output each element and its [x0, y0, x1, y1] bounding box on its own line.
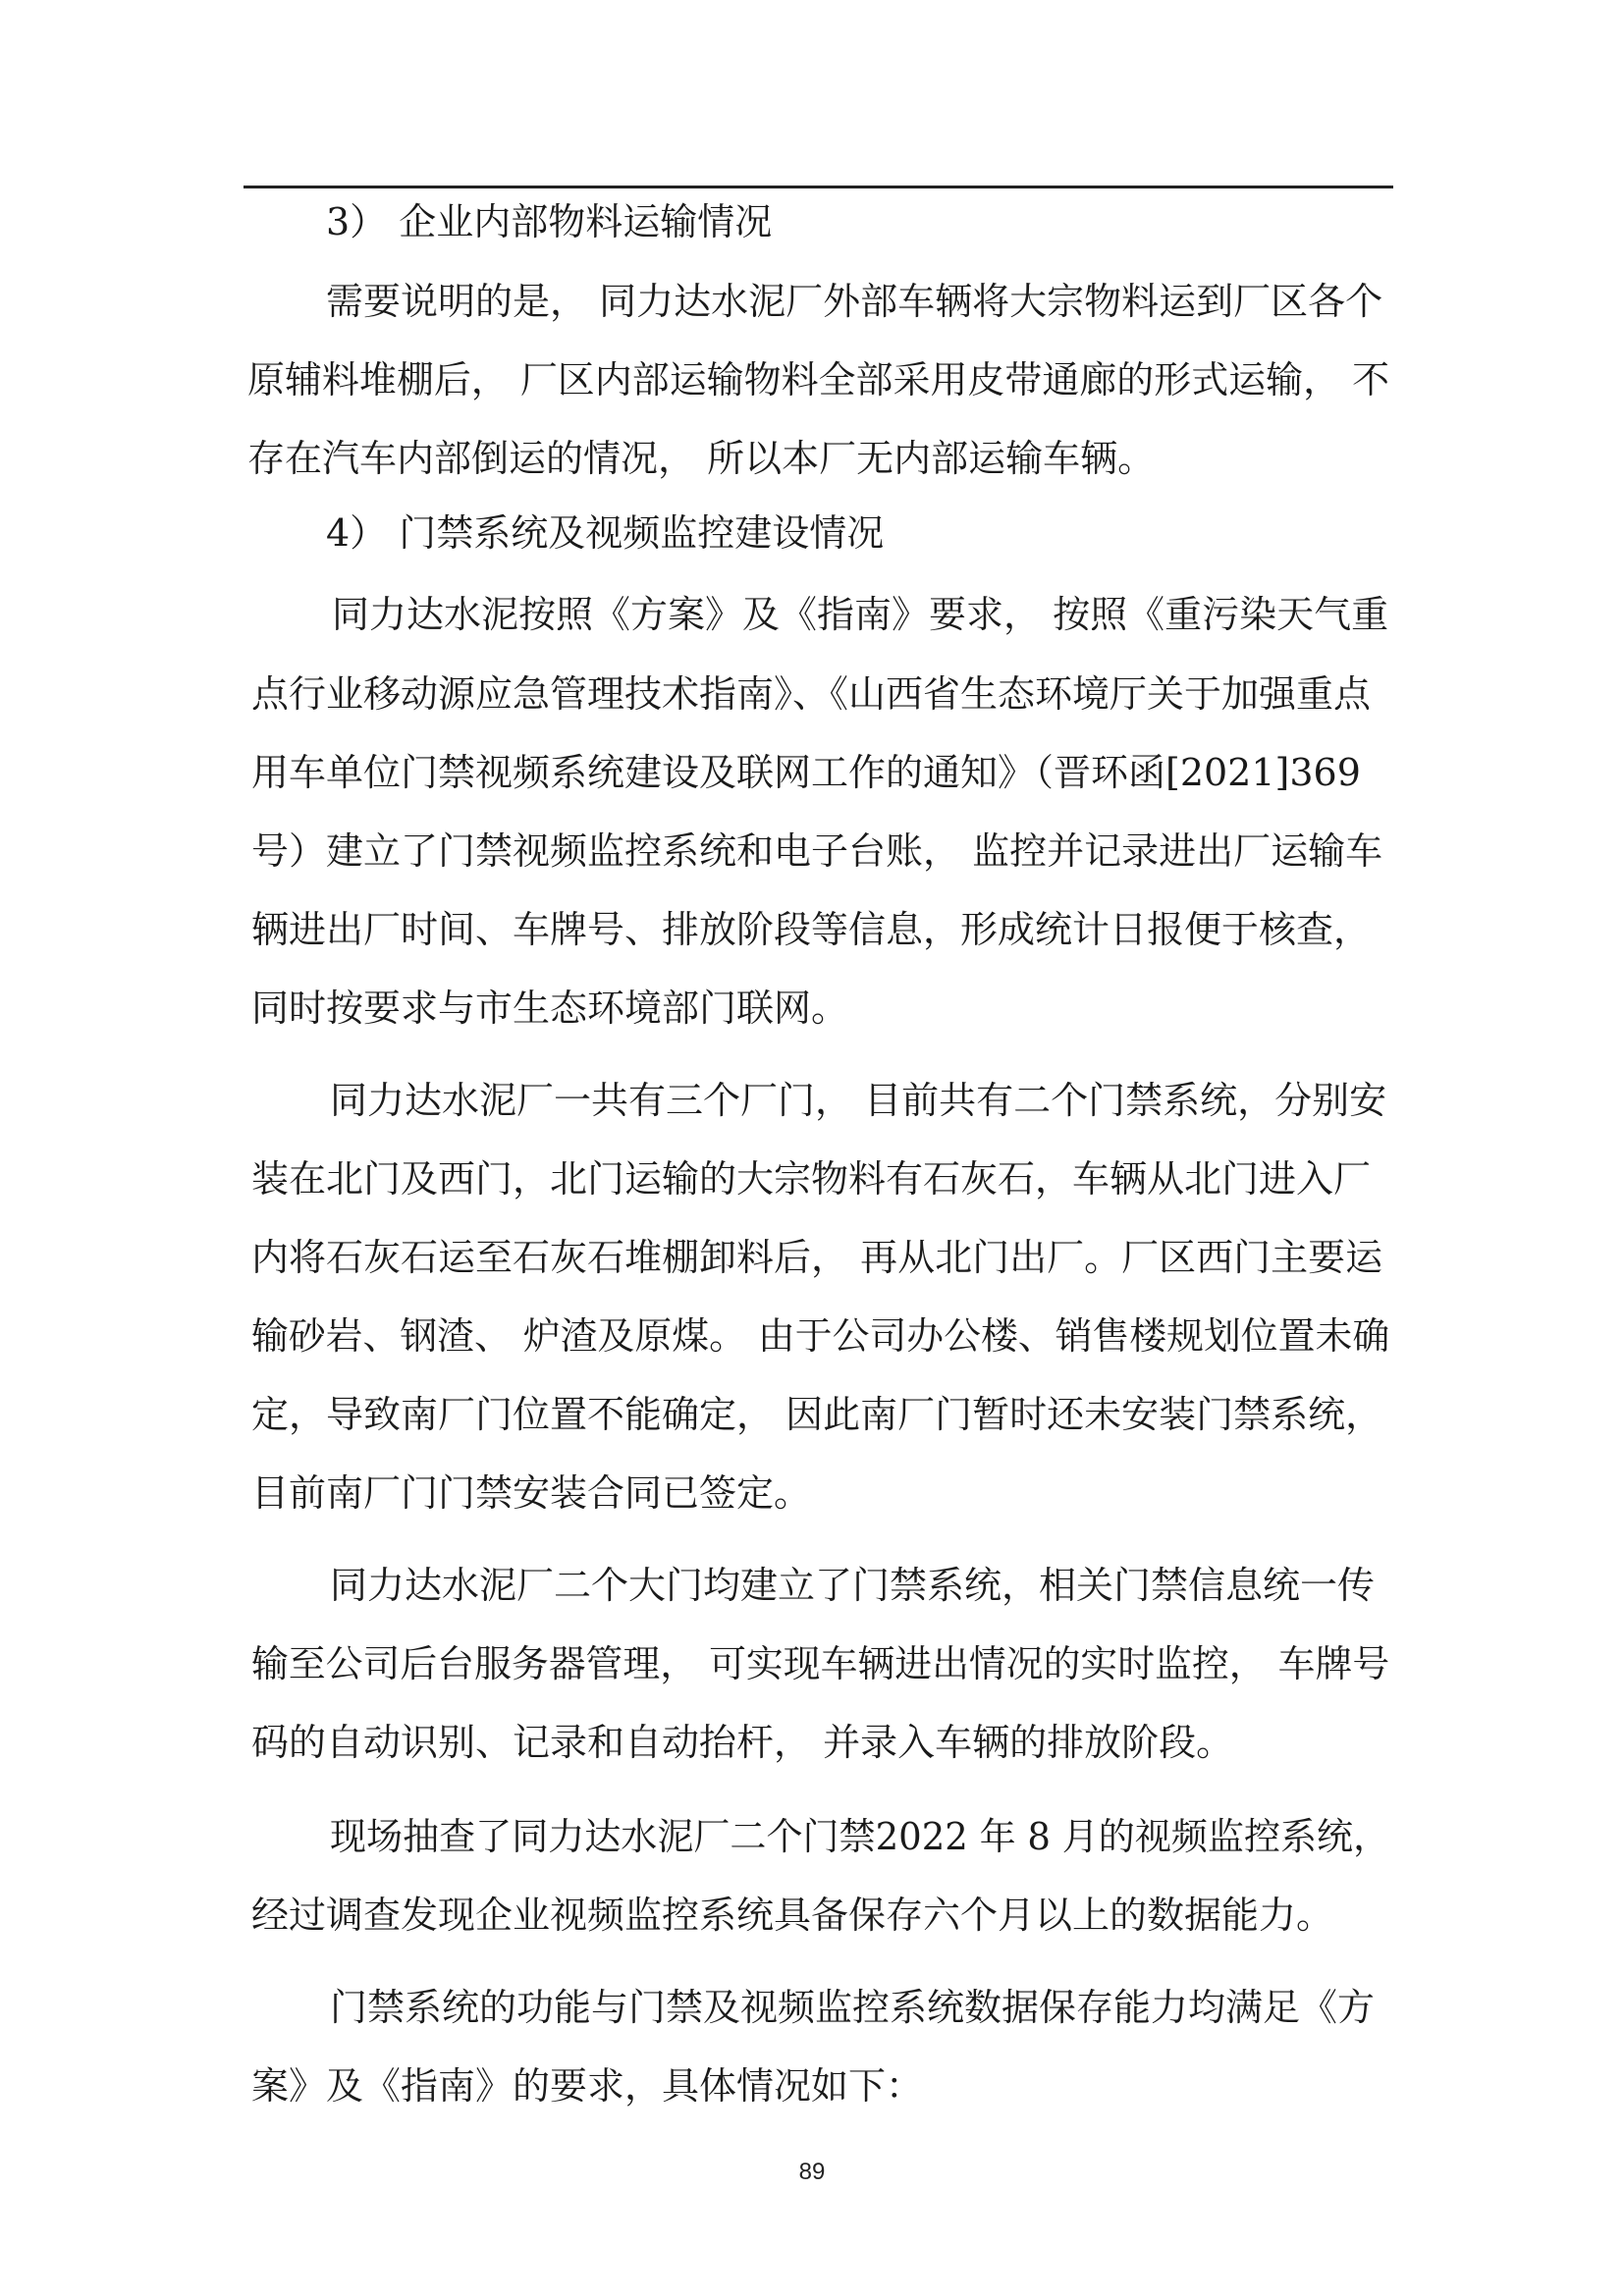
page-number: 89	[798, 2159, 826, 2185]
paragraph-line: 输砂岩、钢渣、 炉渣及原煤。 由于公司办公楼、销售楼规划位置未确	[251, 1314, 1390, 1358]
paragraph-line: 装在北门及西门，北门运输的大宗物料有石灰石，车辆从北门进入厂	[251, 1157, 1372, 1201]
paragraph-line: 码的自动识别、记录和自动抬杆， 并录入车辆的排放阶段。	[251, 1721, 1234, 1764]
paragraph-line: 存在汽车内部倒运的情况， 所以本厂无内部运输车辆。	[247, 437, 1156, 480]
paragraph-line: 号）建立了门禁视频监控系统和电子台账， 监控并记录进出厂运输车	[251, 829, 1383, 873]
paragraph-line: 点行业移动源应急管理技术指南》、《山西省生态环境厅关于加强重点	[251, 672, 1372, 716]
header-rule	[244, 186, 1393, 188]
paragraph-line: 目前南厂门门禁安装合同已签定。	[251, 1471, 812, 1515]
paragraph-line: 内将石灰石运至石灰石堆棚卸料后， 再从北门出厂。厂区西门主要运	[251, 1236, 1383, 1279]
paragraph-line: 辆进出厂时间、车牌号、排放阶段等信息，形成统计日报便于核查，	[251, 908, 1372, 951]
paragraph-line: 案》及《指南》的要求，具体情况如下：	[251, 2064, 924, 2108]
paragraph-line: 经过调查发现企业视频监控系统具备保存六个月以上的数据能力。	[251, 1894, 1334, 1937]
paragraph-line: 同力达水泥厂二个大门均建立了门禁系统，相关门禁信息统一传	[330, 1564, 1376, 1607]
paragraph-line: 定，导致南厂门位置不能确定， 因此南厂门暂时还未安装门禁系统，	[251, 1393, 1383, 1436]
section-heading-3: 3） 企业内部物料运输情况	[326, 200, 773, 243]
paragraph-line: 同力达水泥厂一共有三个厂门， 目前共有二个门禁系统，分别安	[330, 1079, 1387, 1122]
section-heading-4: 4） 门禁系统及视频监控建设情况	[326, 511, 885, 555]
paragraph-line: 输至公司后台服务器管理， 可实现车辆进出情况的实时监控， 车牌号	[251, 1642, 1390, 1685]
paragraph-line: 现场抽查了同力达水泥厂二个门禁2022 年 8 月的视频监控系统，	[330, 1815, 1390, 1858]
paragraph-line: 同时按要求与市生态环境部门联网。	[251, 987, 849, 1030]
paragraph-line: 需要说明的是， 同力达水泥厂外部车辆将大宗物料运到厂区各个	[326, 280, 1383, 323]
paragraph-line: 门禁系统的功能与门禁及视频监控系统数据保存能力均满足《方	[330, 1986, 1376, 2029]
paragraph-line: 用车单位门禁视频系统建设及联网工作的通知》（晋环函[2021]369	[251, 751, 1361, 794]
paragraph-line: 原辅料堆棚后， 厂区内部运输物料全部采用皮带通廊的形式运输， 不	[247, 358, 1390, 401]
paragraph-line: 同力达水泥按照《方案》及《指南》要求， 按照《重污染天气重	[332, 593, 1389, 636]
